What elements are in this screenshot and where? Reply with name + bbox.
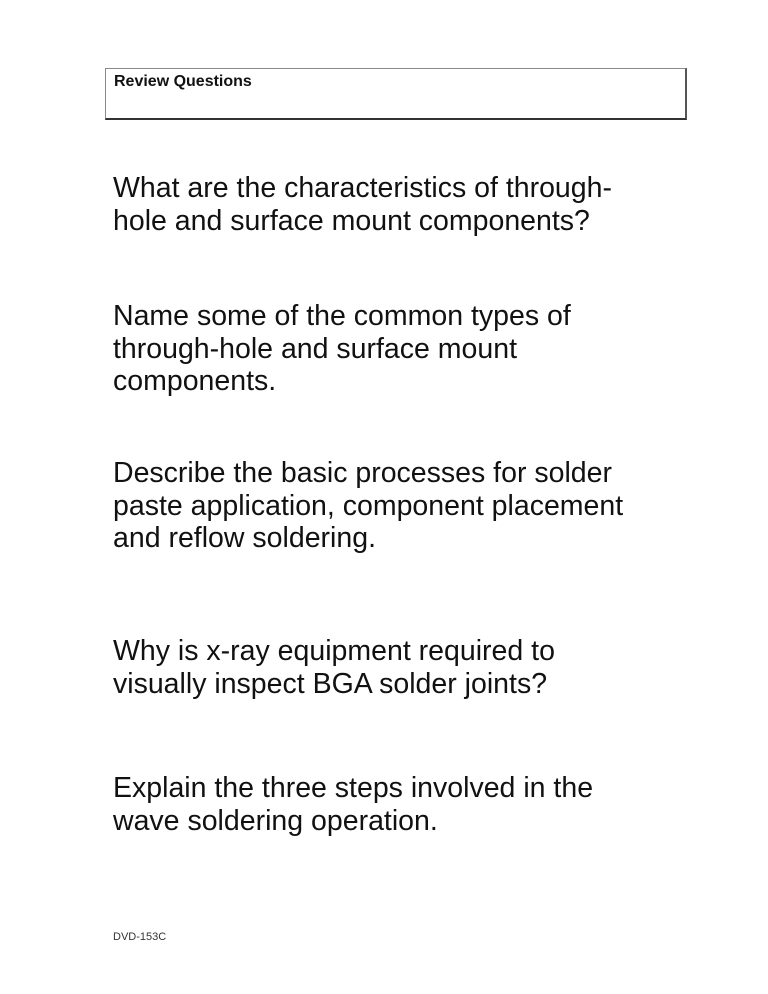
question-2-line-3: components. [113,365,277,397]
question-2-line-1: Name some of the common types of [113,300,571,332]
question-1-line-1: What are the characteristics of through- [113,172,612,204]
question-2-line-2: through-hole and surface mount [113,332,518,365]
question-3 [113,457,623,555]
question-5-line-2: wave soldering operation. [113,804,438,837]
question-5 [113,772,593,837]
question-1 [113,172,612,237]
question-2 [113,300,571,398]
question-3-line-3: and reflow soldering. [113,522,376,554]
question-3-line-1: Describe the basic processes for solder [113,457,612,489]
question-4-line-2: visually inspect BGA solder joints? [113,667,548,700]
question-4 [113,635,555,700]
question-4-line-1: Why is x-ray equipment required to [113,635,555,667]
question-1-line-2: hole and surface mount components? [113,204,590,237]
question-3-line-2: paste application, component placement [113,489,624,522]
document-code-footer: DVD-153C [113,931,167,943]
section-title: Review Questions [114,73,252,90]
question-5-line-1: Explain the three steps involved in the [113,772,594,804]
review-questions-header-box [105,68,687,120]
